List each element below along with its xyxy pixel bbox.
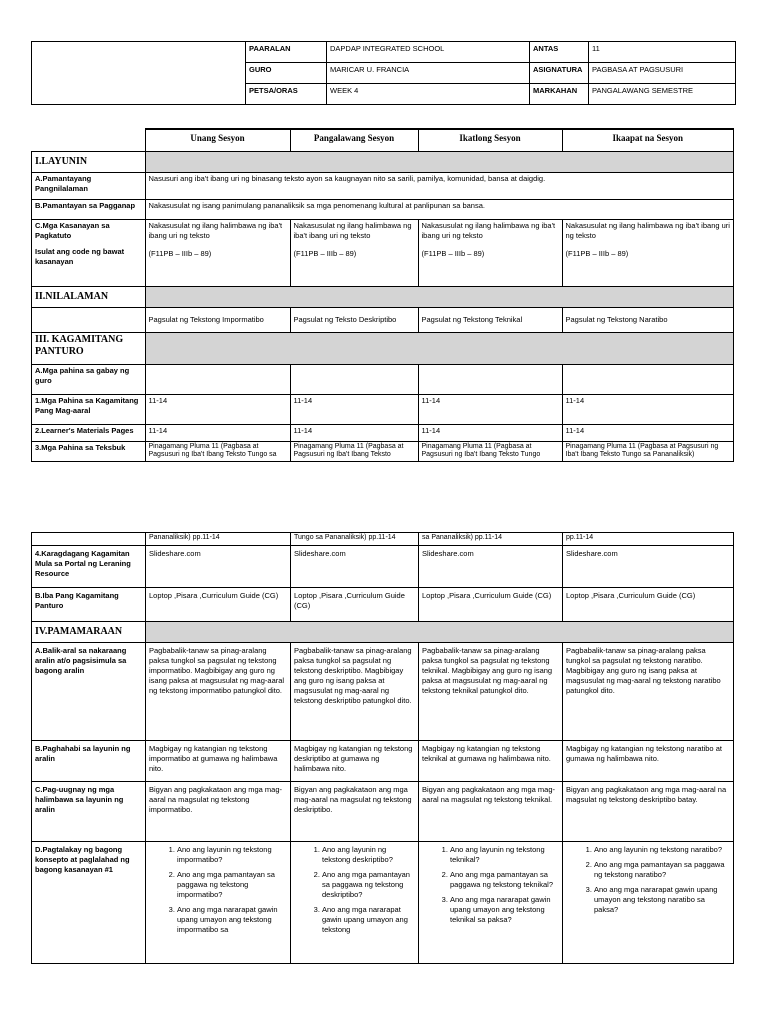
- talakay-list-3: [422, 845, 559, 925]
- gabay-3: [418, 364, 562, 394]
- talakay-list-1: [149, 845, 287, 935]
- quarter-label: MARKAHAN: [530, 84, 589, 105]
- section-pamamaraan-band: [146, 622, 734, 643]
- kasanayan-cell-4: [562, 219, 734, 286]
- list-item: 2. Ano ang mga pamantayan sa paggawa ng tekstong impormatibo?: [177, 870, 287, 900]
- teksbuk-cont-3: sa Pananaliksik) pp.11-14: [419, 533, 563, 546]
- lm-2: 11-14: [290, 424, 418, 441]
- portal-4: Slideshare.com: [563, 546, 734, 588]
- talakay-cell-3: [419, 842, 563, 964]
- session-header-3: Ikatlong Sesyon: [418, 129, 562, 151]
- kasanayan-cell-1: [145, 219, 290, 286]
- balik-2: Pagbabalik-tanaw sa pinag-aralang paksa tungkol sa pagsulat ng tekstong deskriptibo. Magbibigay ang guro ng isang paksa at magsusulat ng mag-aaral ng tekstong deskriptibo patungkol dito.: [291, 643, 419, 741]
- code-label: Isulat ang code ng bawat kasanayan: [35, 246, 125, 266]
- grade-label: ANTAS: [530, 42, 589, 63]
- uugnay-4: Bigyan ang pagkakataon ang mga mag-aaral na magsulat ng tekstong deskriptibo batay.: [563, 782, 734, 842]
- list-item: 1. Ano ang layunin ng tekstong naratibo?: [594, 845, 730, 855]
- kagamitan-3: 11-14: [418, 394, 562, 424]
- list-item: 2. Ano ang mga pamantayan sa paggawa ng tekstong deskriptibo?: [322, 870, 415, 900]
- uugnay-2: Bigyan ang pagkakataon ang mga mag-aaral na magsulat ng tekstong deskriptibo.: [291, 782, 419, 842]
- kasanayan-label: C.Mga Kasanayan sa Pagkatuto: [35, 220, 110, 240]
- list-item: 1. Ano ang layunin ng tekstong teknikal?: [450, 845, 559, 865]
- balik-3: Pagbabalik-tanaw sa pinag-aralang paksa tungkol sa pagsulat ng tekstong teknikal. Magbibigay ang guro ng isang paksa at magsusulat ng mag-aaral ng tekstong teknikal patungkol dito.: [419, 643, 563, 741]
- kasanayan-text-3: Nakasusulat ng ilang halimbawa ng iba't ibang uri ng teksto: [421, 220, 556, 240]
- nilalaman-empty: [32, 307, 146, 332]
- teksbuk-2: Pinagamang Pluma 11 (Pagbasa at Pagsusuri ng Iba't Ibang Teksto: [290, 441, 418, 461]
- section-layunin-band: [145, 151, 734, 172]
- list-item: 1. Ano ang layunin ng tekstong impormatibo?: [177, 845, 287, 865]
- lm-4: 11-14: [562, 424, 734, 441]
- paghahabi-2: Magbigay ng katangian ng tekstong deskriptibo at gumawa ng halimbawa nito.: [291, 741, 419, 782]
- teksbuk-1: Pinagamang Pluma 11 (Pagbasa at Pagsusuri ng Iba't Ibang Teksto Tungo sa: [145, 441, 290, 461]
- iba-4: Loptop ,Pisara ,Curriculum Guide (CG): [563, 588, 734, 622]
- talakay-list-4: [566, 845, 730, 915]
- talakay-cell-4: [563, 842, 734, 964]
- row-label-paghahabi: B.Paghahabi sa layunin ng aralin: [32, 741, 146, 782]
- gabay-2: [290, 364, 418, 394]
- nilalaman-4: Pagsulat ng Tekstong Naratibo: [562, 307, 734, 332]
- list-item: 3. Ano ang mga nararapat gawin upang umayon ang tekstong: [322, 905, 415, 935]
- talakay-cell-2: [291, 842, 419, 964]
- portal-3: Slideshare.com: [419, 546, 563, 588]
- row-label-portal: 4.Karagdagang Kagamitan Mula sa Portal ng Leraning Resource: [32, 546, 146, 588]
- code-text-2: (F11PB – IIIb – 89): [293, 248, 357, 258]
- teksbuk-cont-4: pp.11-14: [563, 533, 734, 546]
- teksbuk-cont-2: Tungo sa Pananaliksik) pp.11-14: [291, 533, 419, 546]
- row-label-balik: A.Balik-aral sa nakaraang aralin at/o pagsisimula sa bagong aralin: [32, 643, 146, 741]
- school-value: DAPDAP INTEGRATED SCHOOL: [327, 42, 530, 63]
- kagamitan-1: 11-14: [145, 394, 290, 424]
- list-item: 2. Ano ang mga pamantayan sa paggawa ng tekstong teknikal?: [450, 870, 559, 890]
- list-item: 3. Ano ang mga nararapat gawin upang umayon ang tekstong naratibo sa paksa?: [594, 885, 730, 915]
- teksbuk-cont-1: Pananaliksik) pp.11-14: [146, 533, 291, 546]
- paghahabi-4: Magbigay ng katangian ng tekstong naratibo at gumawa ng halimbawa nito.: [563, 741, 734, 782]
- section-nilalaman-band: [145, 286, 734, 307]
- uugnay-1: Bigyan ang pagkakataon ang mga mag-aaral na magsulat ng tekstong impormatibo.: [146, 782, 291, 842]
- section-pamamaraan: IV.PAMAMARAAN: [32, 622, 146, 643]
- section-kagamitan: III. KAGAMITANG PANTURO: [32, 332, 146, 364]
- kagamitan-2: 11-14: [290, 394, 418, 424]
- talakay-list-2: [294, 845, 415, 935]
- balik-4: Pagbabalik-tanaw sa pinag-aralang paksa tungkol sa pagsulat ng tekstong naratibo. Magbibigay ang guro ng isang paksa at magsusulat ng mag-aaral ng tekstong naratibo patungkol dito.: [563, 643, 734, 741]
- code-text-3: (F11PB – IIIb – 89): [421, 248, 485, 258]
- school-label: PAARALAN: [246, 42, 327, 63]
- code-text-1: (F11PB – IIIb – 89): [148, 248, 212, 258]
- teksbuk-cont-label: [32, 533, 146, 546]
- list-item: 3. Ano ang mga nararapat gawin upang umayon ang tekstong impormatibo sa: [177, 905, 287, 935]
- kagamitan-4: 11-14: [562, 394, 734, 424]
- row-label-teksbuk: 3.Mga Pahina sa Teksbuk: [32, 441, 146, 461]
- gabay-1: [145, 364, 290, 394]
- section-kagamitan-band: [145, 332, 734, 364]
- nilalaman-2: Pagsulat ng Teksto Deskriptibo: [290, 307, 418, 332]
- row-label-uugnay: C.Pag-uugnay ng mga halimbawa sa layunin ng aralin: [32, 782, 146, 842]
- logo-cell: [32, 42, 246, 105]
- kasanayan-text-1: Nakasusulat ng ilang halimbawa ng iba't ibang uri ng teksto: [148, 220, 283, 240]
- row-label-pagganap: B.Pamantayan sa Pagganap: [32, 199, 146, 219]
- lm-1: 11-14: [145, 424, 290, 441]
- balik-1: Pagbabalik-tanaw sa pinag-aralang paksa tungkol sa pagsulat ng tekstong impormatibo. Magbibigay ang guro ng isang paksa at magsusulat ng mag-aaral ng tekstong impormatibo patungkol dito.: [146, 643, 291, 741]
- paghahabi-3: Magbigay ng katangian ng tekstong teknikal at gumawa ng halimbawa nito.: [419, 741, 563, 782]
- quarter-value: PANGALAWANG SEMESTRE: [589, 84, 736, 105]
- portal-1: Slideshare.com: [146, 546, 291, 588]
- list-item: 2. Ano ang mga pamantayan sa paggawa ng tekstong naratibo?: [594, 860, 730, 880]
- iba-1: Loptop ,Pisara ,Curriculum Guide (CG): [146, 588, 291, 622]
- code-text-4: (F11PB – IIIb – 89): [565, 248, 629, 258]
- nilalaman-3: Pagsulat ng Tekstong Teknikal: [418, 307, 562, 332]
- subject-label: ASIGNATURA: [530, 63, 589, 84]
- session-header-4: Ikaapat na Sesyon: [562, 129, 734, 151]
- portal-2: Slideshare.com: [291, 546, 419, 588]
- teksbuk-4: Pinagamang Pluma 11 (Pagbasa at Pagsusuri ng Iba't Ibang Teksto Tungo sa Pananaliksik): [562, 441, 734, 461]
- lesson-table-page1: [31, 128, 734, 462]
- kasanayan-cell-2: [290, 219, 418, 286]
- row-label-talakay: D.Pagtalakay ng bagong konsepto at paglalahad ng bagong kasanayan #1: [32, 842, 146, 964]
- grade-value: 11: [589, 42, 736, 63]
- row-label-iba: B.Iba Pang Kagamitang Panturo: [32, 588, 146, 622]
- subject-value: PAGBASA AT PAGSUSURI: [589, 63, 736, 84]
- lm-3: 11-14: [418, 424, 562, 441]
- iba-2: Loptop ,Pisara ,Curriculum Guide (CG): [291, 588, 419, 622]
- row-label-pamantayang: A.Pamantayang Pangnilalaman: [32, 172, 146, 199]
- row-label-kagamitan: 1.Mga Pahina sa Kagamitang Pang Mag-aaral: [32, 394, 146, 424]
- row-label-gabay: A.Mga pahina sa gabay ng guro: [32, 364, 146, 394]
- kasanayan-cell-3: [418, 219, 562, 286]
- section-layunin: I.LAYUNIN: [32, 151, 146, 172]
- header-table: [31, 41, 736, 105]
- lesson-table-page2: [31, 532, 734, 964]
- list-item: 1. Ano ang layunin ng tekstong deskriptibo?: [322, 845, 415, 865]
- teacher-label: GURO: [246, 63, 327, 84]
- row-label-lm: 2.Learner's Materials Pages: [32, 424, 146, 441]
- date-value: WEEK 4: [327, 84, 530, 105]
- pamantayang-value: Nasusuri ang iba't ibang uri ng binasang teksto ayon sa kaugnayan nito sa sarili, pamilya, komunidad, bansa at daigdig.: [145, 172, 734, 199]
- teksbuk-3: Pinagamang Pluma 11 (Pagbasa at Pagsusuri ng Iba't Ibang Teksto Tungo: [418, 441, 562, 461]
- pagganap-value: Nakasusulat ng isang panimulang pananaliksik sa mga penomenang kultural at panlipunan sa bansa.: [145, 199, 734, 219]
- paghahabi-1: Magbigay ng katangian ng tekstong impormatibo at gumawa ng halimbawa nito.: [146, 741, 291, 782]
- session-header-2: Pangalawang Sesyon: [290, 129, 418, 151]
- row-label-kasanayan: [32, 219, 146, 286]
- talakay-cell-1: [146, 842, 291, 964]
- iba-3: Loptop ,Pisara ,Curriculum Guide (CG): [419, 588, 563, 622]
- kasanayan-text-2: Nakasusulat ng ilang halimbawa ng iba't ibang uri ng teksto: [293, 220, 412, 240]
- session-header-1: Unang Sesyon: [145, 129, 290, 151]
- corner-cell: [32, 129, 146, 151]
- gabay-4: [562, 364, 734, 394]
- section-nilalaman: II.NILALAMAN: [32, 286, 146, 307]
- list-item: 3. Ano ang mga nararapat gawin upang umayon ang tekstong teknikal sa paksa?: [450, 895, 559, 925]
- teacher-value: MARICAR U. FRANCIA: [327, 63, 530, 84]
- kasanayan-text-4: Nakasusulat ng ilang halimbawa ng iba't ibang uri ng teksto: [565, 220, 730, 240]
- uugnay-3: Bigyan ang pagkakataon ang mga mag-aaral na magsulat ng tekstong teknikal.: [419, 782, 563, 842]
- nilalaman-1: Pagsulat ng Tekstong Impormatibo: [145, 307, 290, 332]
- date-label: PETSA/ORAS: [246, 84, 327, 105]
